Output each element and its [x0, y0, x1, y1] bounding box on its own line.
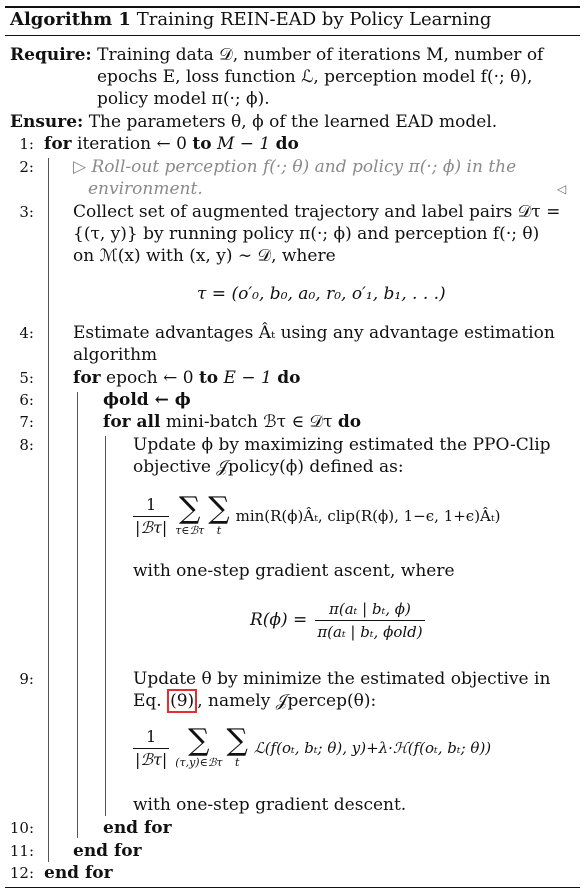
require-text-1: Training data 𝒟, number of iterations M, number of [97, 45, 544, 65]
sum-subscript: t [234, 756, 240, 769]
line-9-text-3: with one-step gradient descent. [133, 795, 407, 815]
kw-do: do [275, 134, 299, 154]
ratio-numerator: π(aₜ | bₜ, ϕ) [329, 599, 411, 618]
line-3-text-2: {(τ, y)} by running policy π(·; ϕ) and perception f(·; θ) [73, 224, 540, 244]
eq-suffix: , namely 𝒥percep(θ): [197, 691, 377, 711]
line-4-text-1: Estimate advantages Âₜ using any advantage estimation [73, 323, 555, 343]
line-3-text-3: on ℳ(x) with (x, y) ∼ 𝒟, where [73, 246, 336, 266]
sum-symbol: ∑ t [208, 491, 230, 537]
fraction [133, 726, 169, 771]
line-8-text-3: with one-step gradient ascent, where [133, 561, 455, 581]
require-line-1 [10, 44, 543, 66]
loop-range: M − 1 [216, 134, 271, 154]
line-1 [44, 133, 299, 155]
loop-var: epoch ← 0 [106, 368, 194, 388]
end-for-epoch: end for [73, 841, 142, 861]
line-7 [103, 411, 361, 433]
minibatch-text: mini-batch ℬτ ∈ 𝒟τ [165, 412, 333, 432]
line-8-text-1: Update ϕ by maximizing estimated the PPO-Clip [133, 435, 551, 455]
equation-reference-link[interactable]: (9) [167, 689, 197, 713]
perception-objective-equation [133, 718, 491, 778]
ppo-clip-body: min(R(ϕ)Âₜ, clip(R(ϕ), 1−ϵ, 1+ϵ)Âₜ) [235, 507, 501, 525]
line-9-text-1: Update θ by minimize the estimated objective in [133, 669, 551, 689]
line-number: 7: [19, 413, 34, 431]
block-bar-minibatch [105, 436, 106, 816]
line-4-text-2: algorithm [73, 345, 158, 365]
sum-subscript: t [216, 524, 222, 537]
line-5 [73, 367, 300, 389]
kw-to: to [198, 368, 219, 388]
line-number: 2: [19, 158, 34, 176]
loop-range: E − 1 [223, 368, 272, 388]
ratio-equation [250, 596, 425, 644]
sum-symbol: ∑ t [226, 723, 248, 769]
algorithm-label: Algorithm 1 [10, 9, 131, 30]
kw-for-all: for all [103, 412, 161, 432]
require-text-3: policy model π(·; ϕ). [97, 89, 270, 109]
top-rule [5, 6, 580, 8]
line-number: 5: [19, 369, 34, 387]
kw-do: do [337, 412, 362, 432]
comment-end-marker: ◁ [557, 182, 567, 196]
sum-subscript: τ∈ℬτ [175, 524, 205, 537]
ratio-lhs: R(ϕ) = [250, 610, 308, 630]
line-number: 1: [19, 135, 34, 153]
ensure-text: The parameters θ, ϕ of the learned EAD model. [88, 112, 498, 132]
caption-rule [5, 35, 580, 36]
trajectory-equation: τ = (o′₀, b₀, a₀, r₀, o′₁, b₁, . . .) [197, 284, 446, 304]
line-9-text-2 [133, 690, 376, 712]
kw-for: for [44, 134, 72, 154]
end-for-iteration: end for [44, 863, 113, 883]
ratio-fraction [315, 598, 424, 643]
ratio-denominator: π(aₜ | bₜ, ϕold) [315, 620, 424, 643]
ppo-clip-equation [133, 488, 500, 544]
line-3-text-1: Collect set of augmented trajectory and label pairs 𝒟τ = [73, 202, 561, 222]
line-number: 9: [19, 670, 34, 688]
sum-symbol: ∑ (τ,y)∈ℬτ [175, 723, 223, 769]
line-number: 8: [19, 436, 34, 454]
line-number: 6: [19, 391, 34, 409]
block-bar-outer [48, 158, 49, 862]
loop-var: iteration ← 0 [77, 134, 187, 154]
fraction [133, 494, 169, 539]
ensure-line [10, 111, 497, 133]
block-bar-epoch [77, 392, 78, 838]
line-number: 10: [9, 819, 34, 837]
line-number: 4: [19, 324, 34, 342]
line-number: 3: [19, 203, 34, 221]
fraction-numerator: 1 [146, 726, 157, 746]
fraction-numerator: 1 [146, 494, 157, 514]
sum-subscript: (τ,y)∈ℬτ [175, 756, 223, 769]
kw-for: for [73, 368, 101, 388]
require-text-2: epochs E, loss function ℒ, perception model f(·; θ), [97, 67, 533, 87]
bottom-rule [5, 887, 580, 888]
line-number: 11: [9, 842, 34, 860]
line-number: 12: [9, 864, 34, 882]
algorithm-caption [10, 9, 491, 31]
line-8-text-2: objective 𝒥policy(ϕ) defined as: [133, 457, 404, 477]
comment-line-1: ▷ Roll-out perception f(·; θ) and policy π(·; ϕ) in the [73, 157, 517, 177]
eq-prefix: Eq. [133, 691, 162, 711]
sum-symbol: ∑ τ∈ℬτ [175, 491, 205, 537]
perception-objective-body: ℒ(f(oₜ, bₜ; θ), y)+λ·ℋ(f(oₜ, bₜ; θ)) [253, 739, 492, 757]
end-for-minibatch: end for [103, 818, 172, 838]
kw-do: do [277, 368, 301, 388]
kw-to: to [192, 134, 212, 154]
fraction-denominator: |ℬτ| [135, 749, 168, 769]
fraction-denominator: |ℬτ| [135, 517, 168, 537]
algorithm-title: Training REIN-EAD by Policy Learning [136, 9, 492, 30]
comment-line-2: environment. [88, 179, 203, 199]
line-6: ϕold ← ϕ [103, 390, 191, 410]
require-label: Require: [10, 45, 92, 65]
ensure-label: Ensure: [10, 112, 84, 132]
